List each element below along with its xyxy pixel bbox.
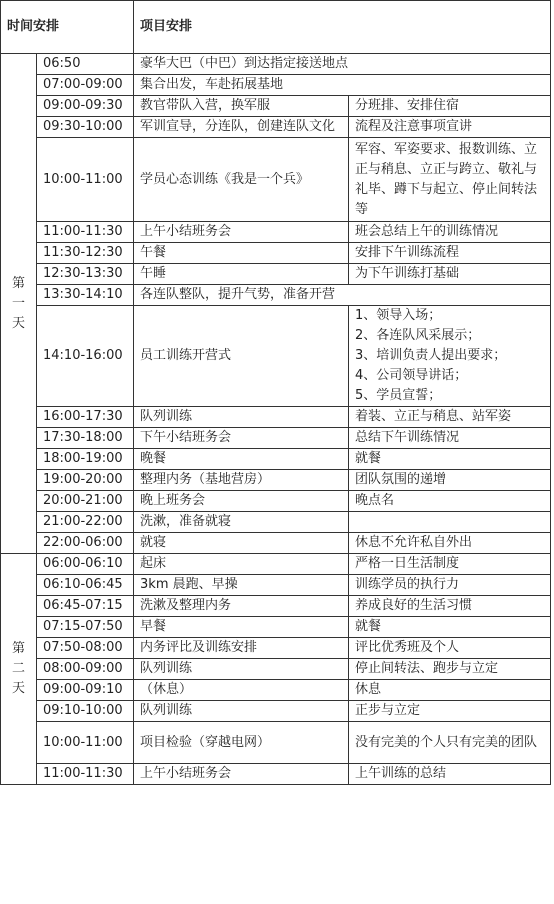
day-label-char: 第 (11, 275, 25, 291)
table-row (1, 75, 551, 96)
time-cell: 16:00-17:30 (37, 407, 134, 428)
day-label (1, 54, 37, 554)
table-row (1, 138, 551, 222)
table-row (1, 54, 551, 75)
time-cell: 20:00-21:00 (37, 491, 134, 512)
item-cell: 各连队整队，提升气势，准备开营 (134, 285, 551, 306)
note-cell: 就餐 (349, 449, 551, 470)
item-cell: 队列训练 (134, 701, 349, 722)
day-label-char: 二 (11, 661, 25, 676)
note-cell: 安排下午训练流程 (349, 243, 551, 264)
item-cell: 项目检验（穿越电网） (134, 722, 349, 764)
time-cell: 06:45-07:15 (37, 596, 134, 617)
item-cell: 洗漱，准备就寝 (134, 512, 349, 533)
item-cell: 集合出发，车赴拓展基地 (134, 75, 551, 96)
note-cell: 休息 (349, 680, 551, 701)
time-cell: 09:00-09:10 (37, 680, 134, 701)
table-row (1, 428, 551, 449)
item-cell: 3km 晨跑、早操 (134, 575, 349, 596)
note-line: 1、领导入场； (355, 308, 442, 323)
item-cell: 洗漱及整理内务 (134, 596, 349, 617)
item-cell: 队列训练 (134, 407, 349, 428)
table-row (1, 306, 551, 407)
note-cell: 养成良好的生活习惯 (349, 596, 551, 617)
time-cell: 17:30-18:00 (37, 428, 134, 449)
note-cell: 停止间转法、跑步与立定 (349, 659, 551, 680)
table-row (1, 264, 551, 285)
item-cell: （休息） (134, 680, 349, 701)
time-cell: 11:00-11:30 (37, 764, 134, 785)
item-cell: 上午小结班务会 (134, 764, 349, 785)
table-row (1, 470, 551, 491)
time-cell: 10:00-11:00 (37, 138, 134, 222)
note-line: 4、公司领导讲话； (355, 368, 468, 383)
time-cell: 21:00-22:00 (37, 512, 134, 533)
table-row (1, 701, 551, 722)
note-cell (349, 306, 551, 407)
item-cell: 起床 (134, 554, 349, 575)
note-cell: 没有完美的个人只有完美的团队 (349, 722, 551, 764)
table-row (1, 764, 551, 785)
note-cell: 正步与立定 (349, 701, 551, 722)
table-row (1, 554, 551, 575)
day-label-char: 第 (11, 641, 25, 656)
table-row (1, 533, 551, 554)
table-row (1, 659, 551, 680)
time-cell: 07:15-07:50 (37, 617, 134, 638)
time-cell: 09:10-10:00 (37, 701, 134, 722)
item-cell: 整理内务（基地营房） (134, 470, 349, 491)
time-cell: 22:00-06:00 (37, 533, 134, 554)
item-cell: 内务评比及训练安排 (134, 638, 349, 659)
time-header: 时间安排 (1, 1, 134, 54)
note-cell: 为下午训练打基础 (349, 264, 551, 285)
table-row (1, 117, 551, 138)
item-cell: 午睡 (134, 264, 349, 285)
time-cell: 13:30-14:10 (37, 285, 134, 306)
note-cell: 流程及注意事项宣讲 (349, 117, 551, 138)
note-cell: 评比优秀班及个人 (349, 638, 551, 659)
table-row (1, 596, 551, 617)
note-cell: 上午训练的总结 (349, 764, 551, 785)
item-cell: 早餐 (134, 617, 349, 638)
time-cell: 11:00-11:30 (37, 222, 134, 243)
project-header: 项目安排 (134, 1, 551, 54)
time-cell: 14:10-16:00 (37, 306, 134, 407)
note-cell: 总结下午训练情况 (349, 428, 551, 449)
note-cell: 班会总结上午的训练情况 (349, 222, 551, 243)
day-label-char: 天 (11, 681, 25, 696)
table-row (1, 285, 551, 306)
time-cell: 08:00-09:00 (37, 659, 134, 680)
note-cell: 晚点名 (349, 491, 551, 512)
table-row (1, 407, 551, 428)
table-row (1, 722, 551, 764)
time-cell: 09:30-10:00 (37, 117, 134, 138)
item-cell: 午餐 (134, 243, 349, 264)
header-row (1, 1, 551, 54)
time-cell: 06:50 (37, 54, 134, 75)
time-cell: 07:00-09:00 (37, 75, 134, 96)
time-cell: 19:00-20:00 (37, 470, 134, 491)
time-cell: 06:10-06:45 (37, 575, 134, 596)
time-cell: 07:50-08:00 (37, 638, 134, 659)
time-cell: 18:00-19:00 (37, 449, 134, 470)
item-cell: 教官带队入营，换军服 (134, 96, 349, 117)
table-row (1, 96, 551, 117)
note-line: 5、学员宣誓； (355, 388, 442, 403)
table-row (1, 575, 551, 596)
table-row (1, 617, 551, 638)
item-cell: 就寝 (134, 533, 349, 554)
item-cell: 上午小结班务会 (134, 222, 349, 243)
note-cell: 严格一日生活制度 (349, 554, 551, 575)
time-cell: 10:00-11:00 (37, 722, 134, 764)
item-cell: 豪华大巴（中巴）到达指定接送地点 (134, 54, 551, 75)
time-cell: 11:30-12:30 (37, 243, 134, 264)
item-cell: 军训宣导，分连队，创建连队文化 (134, 117, 349, 138)
schedule-body (1, 1, 551, 785)
table-row (1, 638, 551, 659)
item-cell: 晚餐 (134, 449, 349, 470)
note-cell: 休息不允许私自外出 (349, 533, 551, 554)
note-cell: 军容、军姿要求、报数训练、立正与稍息、立正与跨立、敬礼与礼毕、蹲下与起立、停止间转法等 (349, 138, 551, 222)
note-cell: 着装、立正与稍息、站军姿 (349, 407, 551, 428)
day-label (1, 554, 37, 785)
note-line: 3、培训负责人提出要求； (355, 348, 507, 363)
table-row (1, 680, 551, 701)
item-cell: 队列训练 (134, 659, 349, 680)
item-cell: 晚上班务会 (134, 491, 349, 512)
time-cell: 06:00-06:10 (37, 554, 134, 575)
table-row (1, 491, 551, 512)
table-row (1, 222, 551, 243)
time-cell: 09:00-09:30 (37, 96, 134, 117)
item-cell: 学员心态训练《我是一个兵》 (134, 138, 349, 222)
table-row (1, 512, 551, 533)
note-cell: 分班排、安排住宿 (349, 96, 551, 117)
note-cell: 团队氛围的递增 (349, 470, 551, 491)
note-line: 2、各连队风采展示； (355, 328, 481, 343)
item-cell: 员工训练开营式 (134, 306, 349, 407)
day-label-char: 一 (11, 295, 25, 311)
table-row (1, 449, 551, 470)
item-cell: 下午小结班务会 (134, 428, 349, 449)
time-cell: 12:30-13:30 (37, 264, 134, 285)
note-cell: 就餐 (349, 617, 551, 638)
note-cell (349, 512, 551, 533)
table-row (1, 243, 551, 264)
note-cell: 训练学员的执行力 (349, 575, 551, 596)
day-label-char: 天 (11, 315, 25, 331)
